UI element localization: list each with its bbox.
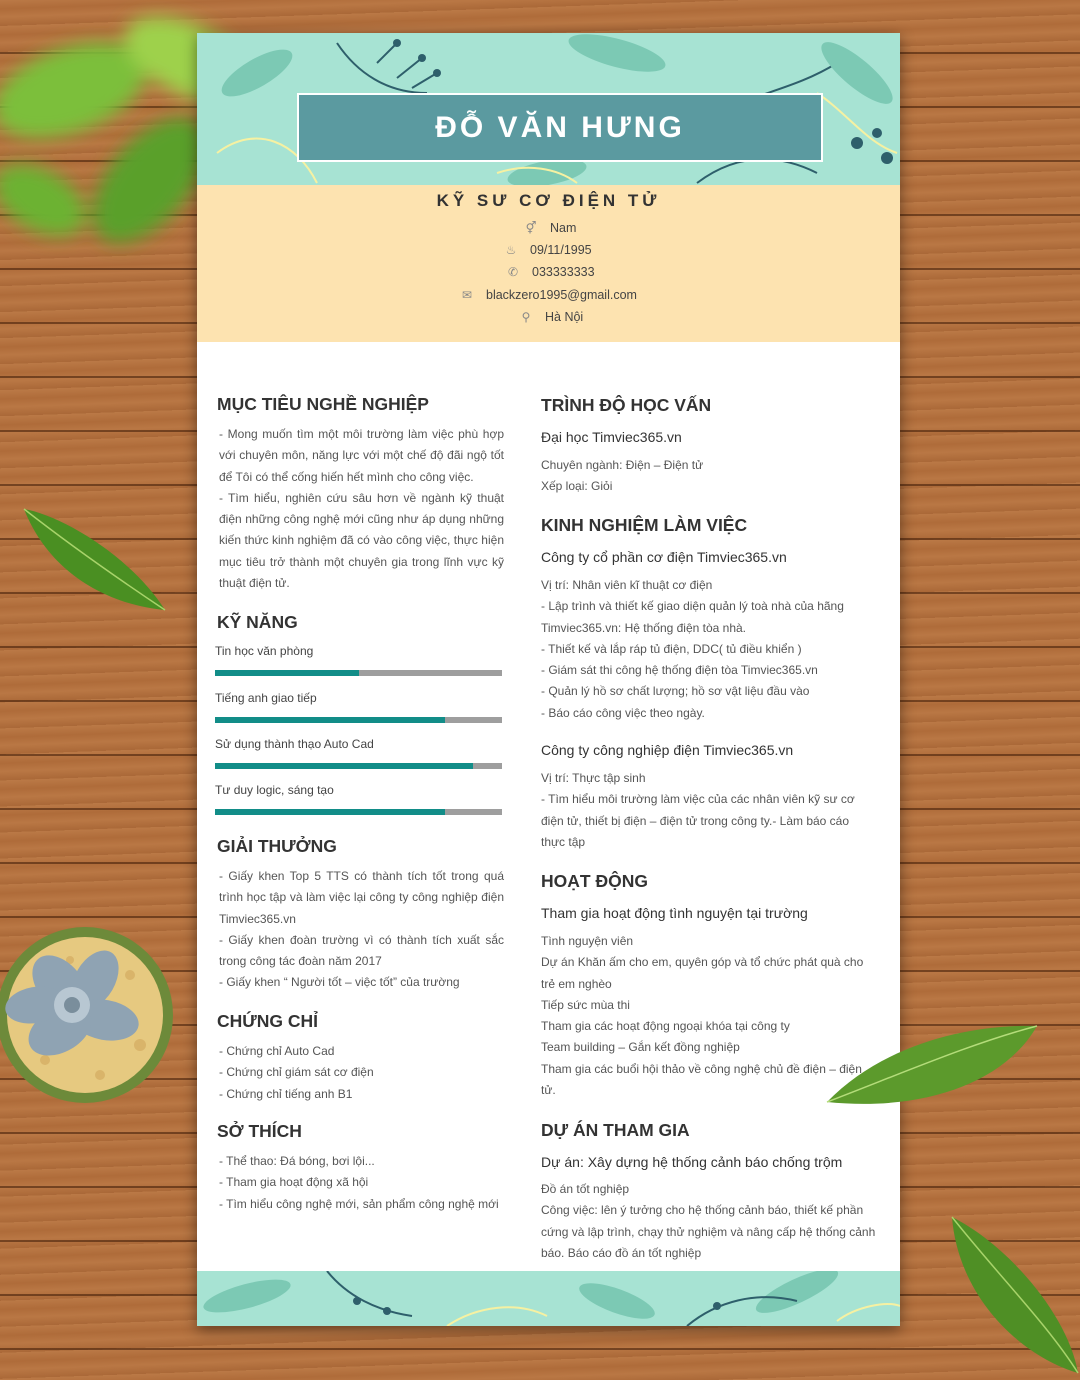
job-title: KỸ SƯ CƠ ĐIỆN TỬ: [436, 191, 661, 210]
email-value: blackzero1995@gmail.com: [486, 288, 637, 302]
candidate-name: ĐỖ VĂN HƯNG: [435, 110, 685, 144]
experience-title: KINH NGHIỆM LÀM VIỆC: [541, 515, 748, 535]
info-location: [517, 310, 583, 324]
activities-details: Tình nguyện viên Dự án Khăn ấm cho em, quyên góp và tổ chức phát quà cho trẻ em nghèo Tiếp sức mùa thi Tham gia các hoạt động ngoại khóa tại công ty Team building – Gắn kết đồng nghiệp Tham gia các buổi hội thảo về công nghệ chủ đề điện – điện tử.: [541, 934, 864, 1098]
leaf-right-decoration: [825, 1022, 1040, 1112]
certificates-text: - Chứng chỉ Auto Cad - Chứng chỉ giám sát cơ điện - Chứng chỉ tiếng anh B1: [219, 1044, 374, 1101]
info-birthday: [502, 243, 592, 257]
awards-text: - Giấy khen Top 5 TTS có thành tích tốt trong quá trình học tập và làm việc lại công ty công nghiệp điện Timviec365.vn - Giấy khen đoàn trường vì có thành tích xuất sắc trong công tác đoàn năm 2017 - Giấy khen “ Người tốt – việc tốt” của trường: [219, 869, 504, 990]
gender-value: Nam: [550, 221, 577, 235]
job-details: Vị trí: Nhân viên kĩ thuật cơ điện - Lập trình và thiết kế giao diện quản lý toà nhà của hãng Timviec365.vn: Hệ thống điện tòa nhà. - Thiết kế và lắp ráp tủ điện, DDC( tủ điều khiển ) - Giám sát thi công hệ thống điện tòa Timviec365.vn - Quản lý hồ sơ chất lượng; hồ sơ vật liệu đầu vào - Báo cáo công việc theo ngày.: [541, 578, 844, 720]
skill-bar-fill: [215, 763, 473, 769]
skill-bar-fill: [215, 809, 445, 815]
gender-icon: ⚥: [525, 221, 537, 235]
cake-icon: ♨: [505, 243, 517, 257]
phone-icon: ✆: [507, 265, 519, 279]
info-email: [458, 288, 637, 302]
objective-text: - Mong muốn tìm một môi trường làm việc phù hợp với chuyên môn, năng lực với một chế độ đãi ngộ tốt để Tôi có thể cống hiến hết mình cho công việc. - Tìm hiểu, nghiên cứu sâu hơn về ngành kỹ thuật điện những công nghệ mới cũng như áp dụng những kiến thức kinh nghiệm đã có vào công việc, thực hiện mục tiêu trở thành một chuyên gia trong lĩnh vực kỹ thuật điện tử.: [219, 427, 504, 591]
info-phone: [504, 265, 595, 279]
certificates-title: CHỨNG CHỈ: [217, 1011, 319, 1031]
job-company: Công ty cổ phần cơ điện Timviec365.vn: [541, 549, 787, 565]
hobbies-title: SỞ THÍCH: [217, 1121, 302, 1141]
awards-title: GIẢI THƯỞNG: [217, 836, 337, 856]
job-details: Vị trí: Thực tập sinh - Tìm hiểu môi trường làm việc của các nhân viên kỹ sư cơ điện tử, thiết bị điện – điện tử trong công ty.- Làm báo cáo thực tập: [541, 771, 855, 849]
skill-bar-fill: [215, 717, 445, 723]
activities-heading: Tham gia hoạt động tình nguyện tại trường: [541, 905, 808, 921]
projects-heading: Dự án: Xây dựng hệ thống cảnh báo chống trộm: [541, 1154, 843, 1170]
job-company: Công ty công nghiệp điện Timviec365.vn: [541, 742, 794, 758]
resume-paper: [197, 33, 900, 1326]
skill-bar: [215, 670, 502, 676]
birthday-value: 09/11/1995: [530, 243, 592, 257]
info-gender: [522, 221, 576, 235]
skill-label: Tư duy logic, sáng tạo: [215, 783, 334, 797]
skills-title: KỸ NĂNG: [217, 612, 298, 632]
education-title: TRÌNH ĐỘ HỌC VẤN: [541, 395, 712, 415]
leaf-bottom-right-decoration: [948, 1215, 1080, 1375]
skill-label: Tin học văn phòng: [215, 644, 314, 658]
education-details: Chuyên ngành: Điện – Điện tử Xếp loại: Giỏi: [541, 458, 704, 494]
skill-bar: [215, 809, 502, 815]
skill-label: Tiếng anh giao tiếp: [215, 691, 317, 705]
objective-title: MỤC TIÊU NGHỀ NGHIỆP: [217, 394, 429, 414]
floral-banner-bottom: [197, 1271, 900, 1326]
floral-banner-top: [197, 33, 900, 185]
skill-bar-fill: [215, 670, 359, 676]
leaf-left-decoration: [20, 505, 170, 615]
skill-label: Sử dụng thành thạo Auto Cad: [215, 737, 374, 751]
hobbies-text: - Thể thao: Đá bóng, bơi lội... - Tham gia hoạt động xã hội - Tìm hiểu công nghệ mới, sản phẩm công nghệ mới: [219, 1154, 499, 1211]
projects-title: DỰ ÁN THAM GIA: [541, 1120, 690, 1140]
location-icon: ⚲: [521, 310, 531, 324]
name-box: [297, 93, 823, 162]
phone-value: 033333333: [532, 265, 595, 279]
projects-details: Đồ án tốt nghiệp Công việc: lên ý tưởng cho hệ thống cảnh báo, thiết kế phần cứng và lập trình, chạy thử nghiệm và nâng cấp hệ thống cảnh báo. Báo cáo đồ án tốt nghiệp: [541, 1182, 876, 1260]
succulent-pot-decoration: [0, 925, 185, 1110]
activities-title: HOẠT ĐỘNG: [541, 871, 648, 891]
skill-bar: [215, 763, 502, 769]
envelope-icon: ✉: [461, 288, 473, 302]
location-value: Hà Nội: [545, 310, 584, 324]
skill-bar: [215, 717, 502, 723]
education-school: Đại học Timviec365.vn: [541, 429, 682, 445]
